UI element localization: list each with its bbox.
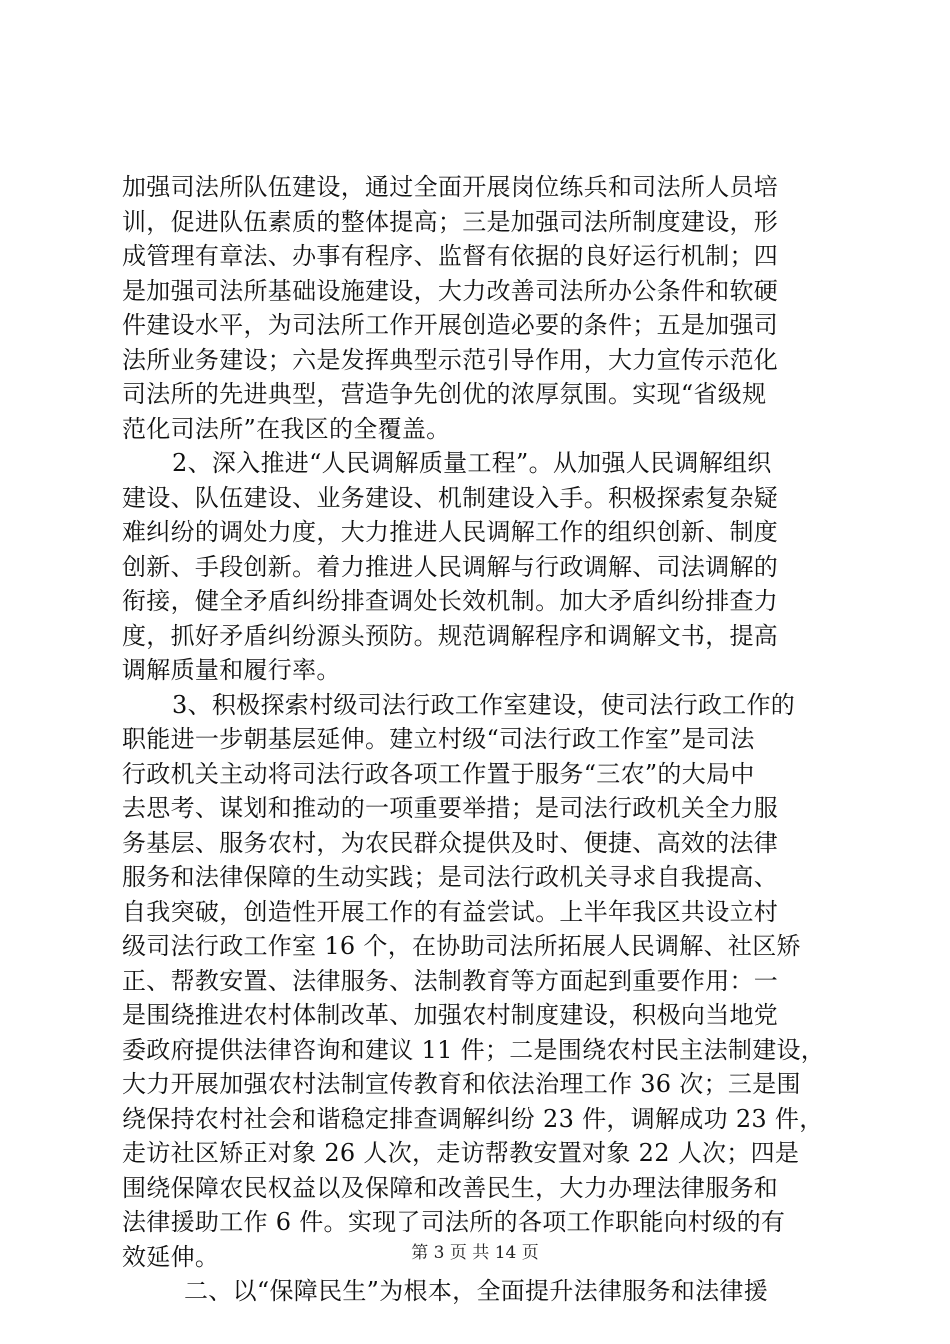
text-line: 法所业务建设；六是发挥典型示范引导作用，大力宣传示范化: [122, 345, 779, 374]
text-line: 加强司法所队伍建设，通过全面开展岗位练兵和司法所人员培: [122, 173, 779, 201]
text-line: 自我突破，创造性开展工作的有益尝试。上半年我区共设立村: [122, 897, 779, 926]
text-line: 委政府提供法律咨询和建议 11 件；二是围绕农村民主法制建设，: [122, 1035, 826, 1064]
document-body: [122, 170, 842, 1309]
text-line: 建设、队伍建设、业务建设、机制建设入手。积极探索复杂疑: [122, 483, 779, 512]
text-line: 是围绕推进农村体制改革、加强农村制度建设，积极向当地党: [122, 1001, 779, 1029]
text-line: 训，促进队伍素质的整体提高；三是加强司法所制度建设，形: [122, 207, 779, 236]
text-line: 成管理有章法、办事有程序、监督有依据的良好运行机制；四: [122, 242, 779, 270]
text-line: 级司法行政工作室 16 个，在协助司法所拓展人民调解、社区矫: [122, 932, 801, 960]
text-line: 件建设水平，为司法所工作开展创造必要的条件；五是加强司: [122, 311, 779, 339]
text-line: 衔接，健全矛盾纠纷排查调处长效机制。加大矛盾纠纷排查力: [122, 587, 779, 615]
text-line: 司法所的先进典型，营造争先创优的浓厚氛围。实现“省级规: [122, 380, 767, 408]
section-heading-line: 二、以“保障民生”为根本，全面提升法律服务和法律援: [184, 1277, 769, 1305]
text-line: 法律援助工作 6 件。实现了司法所的各项工作职能向村级的有: [122, 1208, 786, 1236]
text-line: 绕保持农村社会和谐稳定排查调解纠纷 23 件，调解成功 23 件，: [122, 1104, 824, 1133]
text-line: 正、帮教安置、法律服务、法制教育等方面起到重要作用：一: [122, 966, 779, 995]
text-line: 度，抓好矛盾纠纷源头预防。规范调解程序和调解文书，提高: [122, 621, 779, 650]
text-line: 调解质量和履行率。: [122, 656, 341, 684]
text-line: 难纠纷的调处力度，大力推进人民调解工作的组织创新、制度: [122, 518, 779, 546]
paragraph-start-line: 3、积极探索村级司法行政工作室建设，使司法行政工作的: [172, 690, 796, 719]
paragraph-start-line: 2、深入推进“人民调解质量工程”。从加强人民调解组织: [172, 449, 772, 477]
page-number: 第 3 页 共 14 页: [411, 1243, 539, 1263]
text-line: 创新、手段创新。着力推进人民调解与行政调解、司法调解的: [122, 552, 779, 581]
text-line: 去思考、谋划和推动的一项重要举措；是司法行政机关全力服: [122, 794, 779, 822]
text-line: 务基层、服务农村，为农民群众提供及时、便捷、高效的法律: [122, 828, 779, 857]
text-line: 是加强司法所基础设施建设，大力改善司法所办公条件和软硬: [122, 276, 779, 305]
text-line: 行政机关主动将司法行政各项工作置于服务“三农”的大局中: [122, 759, 755, 788]
text-line: 范化司法所”在我区的全覆盖。: [122, 414, 451, 443]
text-line: 服务和法律保障的生动实践；是司法行政机关寻求自我提高、: [122, 863, 779, 891]
text-line: 围绕保障农民权益以及保障和改善民生，大力办理法律服务和: [122, 1173, 779, 1202]
page-footer: [0, 1243, 950, 1263]
text-line: 大力开展加强农村法制宣传教育和依法治理工作 36 次；三是围: [122, 1070, 801, 1098]
text-line: 走访社区矫正对象 26 人次，走访帮教安置对象 22 人次；四是: [122, 1139, 800, 1167]
text-line: 效延伸。: [122, 1242, 220, 1271]
text-line: 职能进一步朝基层延伸。建立村级“司法行政工作室”是司法: [122, 725, 755, 753]
